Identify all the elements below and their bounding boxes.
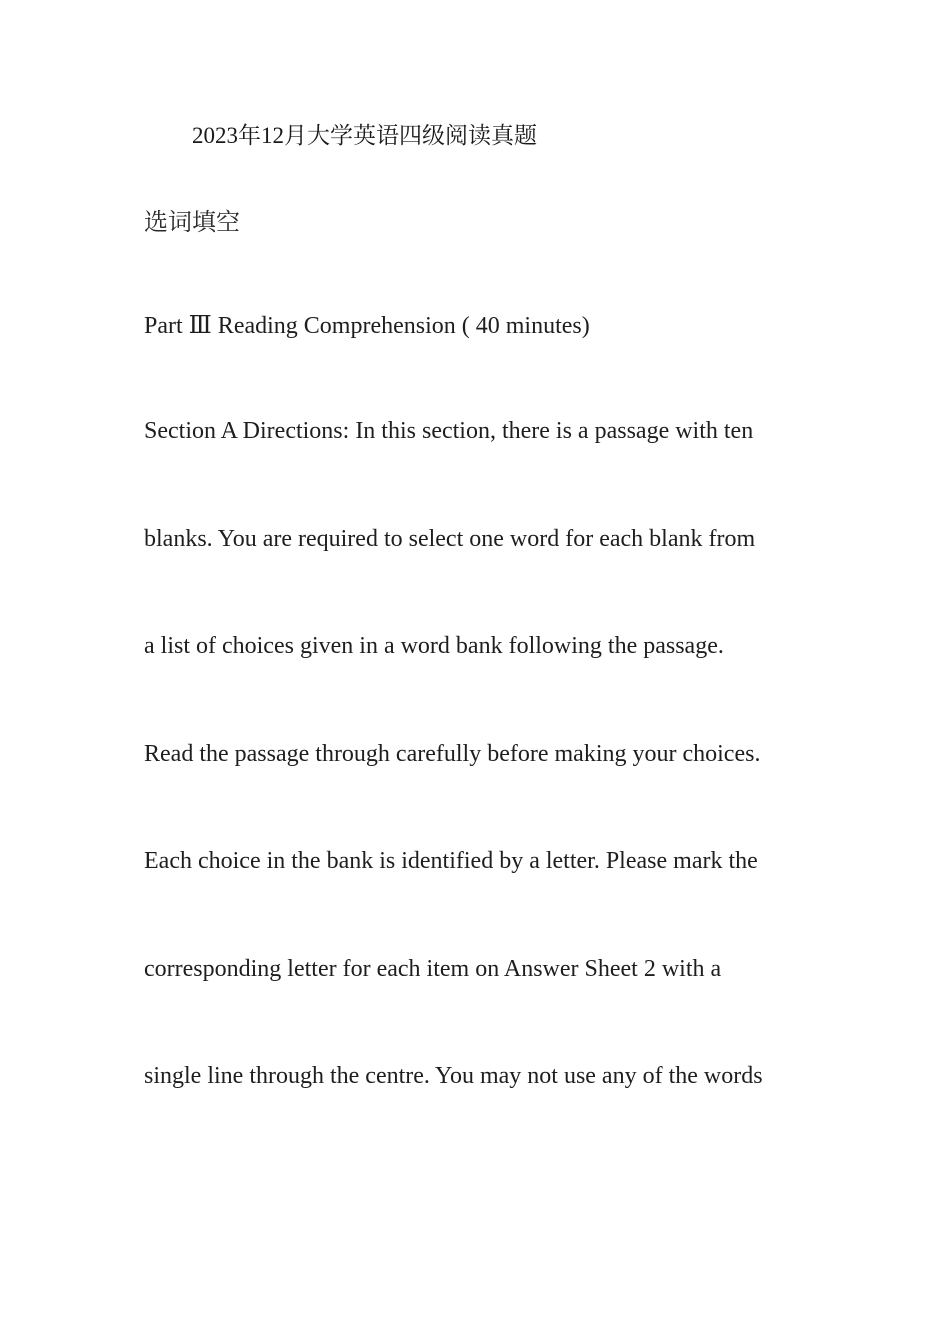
paragraph-line: a list of choices given in a word bank following the passage. xyxy=(144,633,724,659)
part-heading: Part Ⅲ Reading Comprehension ( 40 minutes) xyxy=(144,313,590,339)
section-subtitle: 选词填空 xyxy=(144,210,240,236)
paragraph-line: blanks. You are required to select one word for each blank from xyxy=(144,526,756,552)
document-title: 2023年12月大学英语四级阅读真题 xyxy=(192,123,537,148)
paragraph-line: single line through the centre. You may not use any of the words xyxy=(144,1063,763,1089)
paragraph-line: Each choice in the bank is identified by a letter. Please mark the xyxy=(144,848,758,874)
paragraph-line: Read the passage through carefully before making your choices. xyxy=(144,741,761,767)
paragraph-line: corresponding letter for each item on Answer Sheet 2 with a xyxy=(144,956,722,982)
paragraph-line: Section A Directions: In this section, there is a passage with ten xyxy=(144,418,754,444)
